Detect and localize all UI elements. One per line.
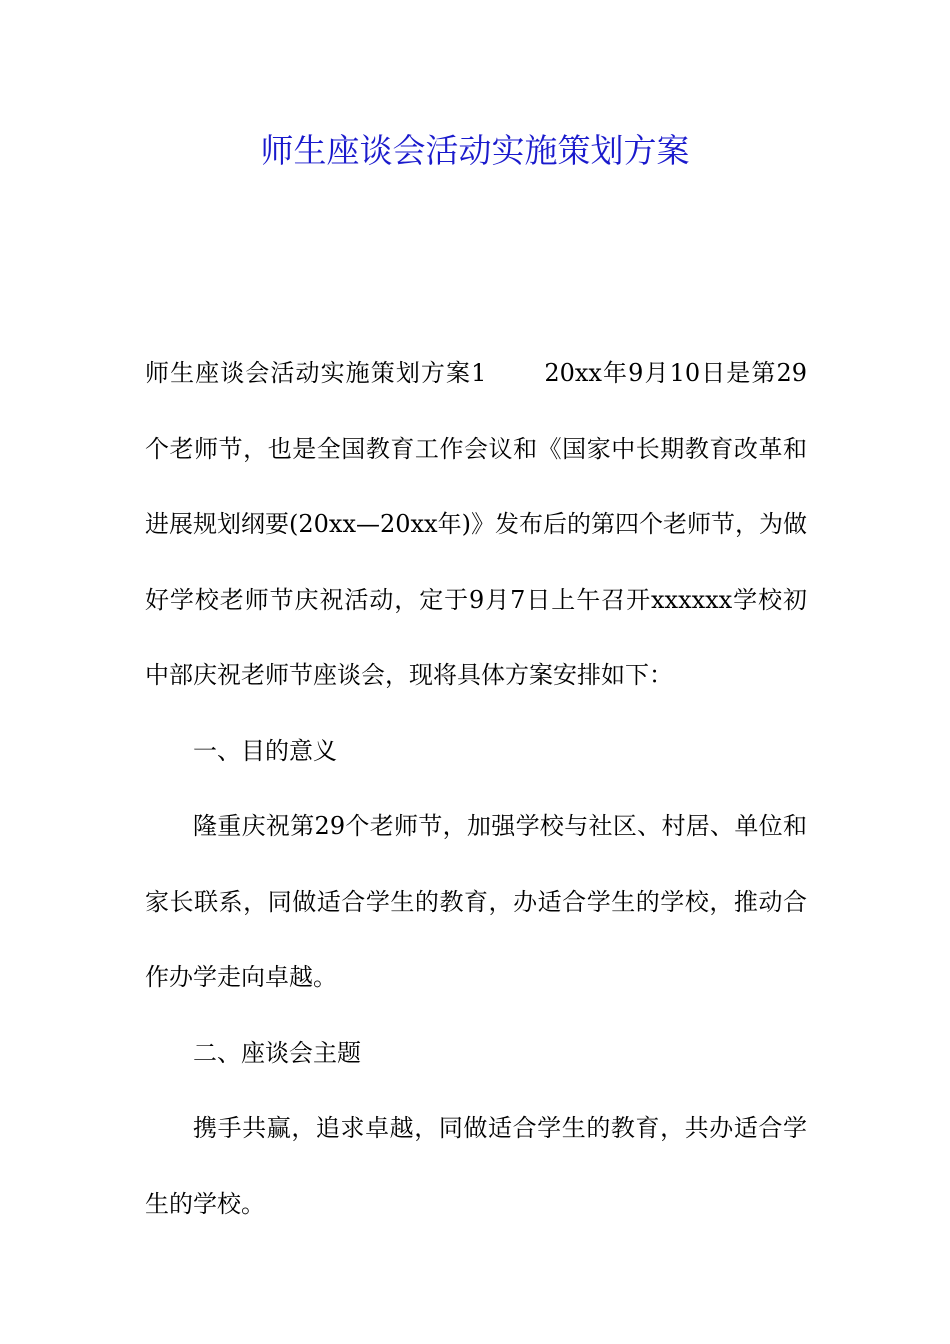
- intro-text: 20xx年9月10日是第29个老师节，也是全国教育工作会议和《国家中长期教育改革和进展规划纲要(20xx—20xx年)》发布后的第四个老师节，为做好学校老师节庆祝活动，定于9月7日上午召开xxxxxx学校初中部庆祝老师节座谈会，现将具体方案安排如下：: [145, 359, 807, 689]
- section-text-purpose: 隆重庆祝第29个老师节，加强学校与社区、村居、单位和家长联系，同做适合学生的教育，办适合学生的学校，推动合作办学走向卓越。: [145, 812, 807, 991]
- section-heading-purpose: 一、目的意义: [193, 736, 337, 765]
- intro-heading: 师生座谈会活动实施策划方案1: [145, 359, 487, 387]
- document-title: 师生座谈会活动实施策划方案: [260, 131, 690, 170]
- section-heading-theme: 二、座谈会主题: [193, 1038, 361, 1067]
- intro-paragraph: [145, 336, 807, 714]
- section-text-theme: 携手共赢，追求卓越，同做适合学生的教育，共办适合学生的学校。: [145, 1114, 807, 1218]
- document-body: [145, 336, 807, 1242]
